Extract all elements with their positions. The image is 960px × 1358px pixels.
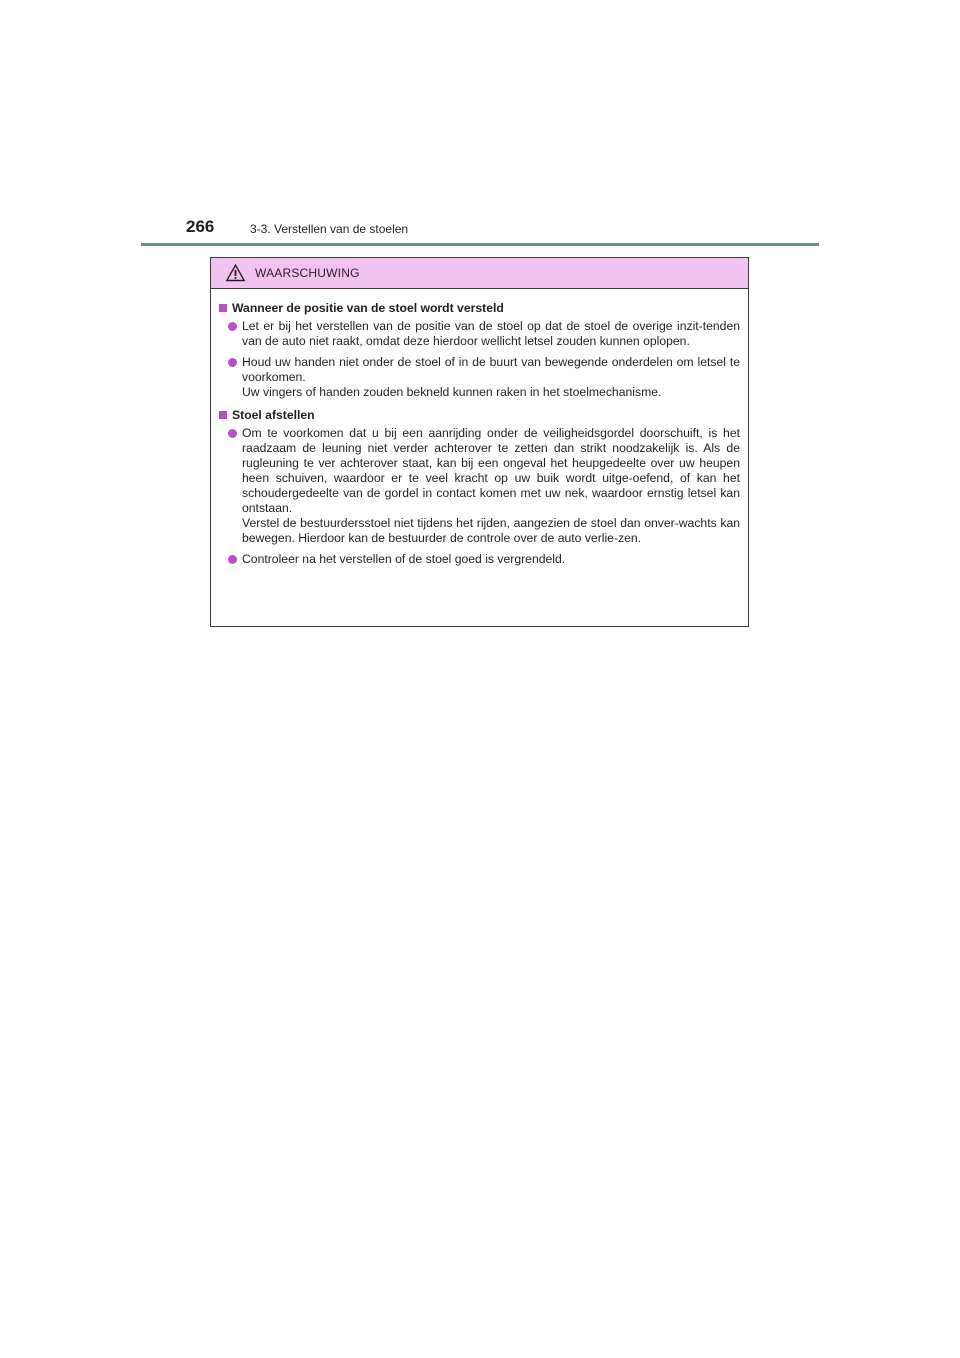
list-item [228,426,740,546]
dot-bullet-icon [228,429,237,438]
paragraph: Uw vingers of handen zouden bekneld kunnen raken in het stoelmechanisme. [242,385,662,399]
item-text [242,426,740,546]
dot-bullet-icon [228,555,237,564]
item-text [242,552,740,567]
section-heading [219,301,740,316]
item-text [242,355,740,400]
paragraph: Verstel de bestuurdersstoel niet tijdens het rijden, aangezien de stoel dan onver-wachts kan bewegen. Hierdoor kan de bestuurder de controle over de auto verlie-zen. [242,516,740,545]
paragraph: Let er bij het verstellen van de positie van de stoel op dat de stoel de overige inzit-tenden van de auto niet raakt, omdat deze hierdoor wellicht letsel zouden kunnen oplopen. [242,319,740,348]
square-bullet-icon [219,304,227,312]
paragraph: Om te voorkomen dat u bij een aanrijding onder de veiligheidsgordel doorschuift, is het raadzaam de leuning niet verder achterover te zetten dan strikt noodzakelijk is. Als de rugleuning te ver achterover staat, kan bij een ongeval het heupgedeelte over uw heupen heen schuiven, waardoor er te veel kracht op uw buik wordt uitge-oefend, of kan het schoudergedeelte van de gordel in contact komen met uw nek, waardoor ernstig letsel kan ontstaan. [242,426,740,515]
warning-header [211,258,748,289]
paragraph: Controleer na het verstellen of de stoel goed is vergrendeld. [242,552,566,566]
page-number: 266 [186,217,215,236]
warning-box [210,257,749,627]
list-item [228,552,740,567]
header-divider [141,243,819,246]
warning-triangle-icon [225,263,246,282]
paragraph: Houd uw handen niet onder de stoel of in de buurt van bewegende onderdelen om letsel te voorkomen. [242,355,740,384]
section-title: 3-3. Verstellen van de stoelen [250,222,409,236]
list-item [228,319,740,349]
section-heading-text: Stoel afstellen [232,408,315,422]
item-text [242,319,740,349]
warning-body [211,289,748,567]
section-heading-text: Wanneer de positie van de stoel wordt versteld [232,301,504,315]
square-bullet-icon [219,411,227,419]
dot-bullet-icon [228,358,237,367]
warning-title: WAARSCHUWING [255,266,360,280]
list-item [228,355,740,400]
dot-bullet-icon [228,322,237,331]
section-heading [219,408,740,423]
